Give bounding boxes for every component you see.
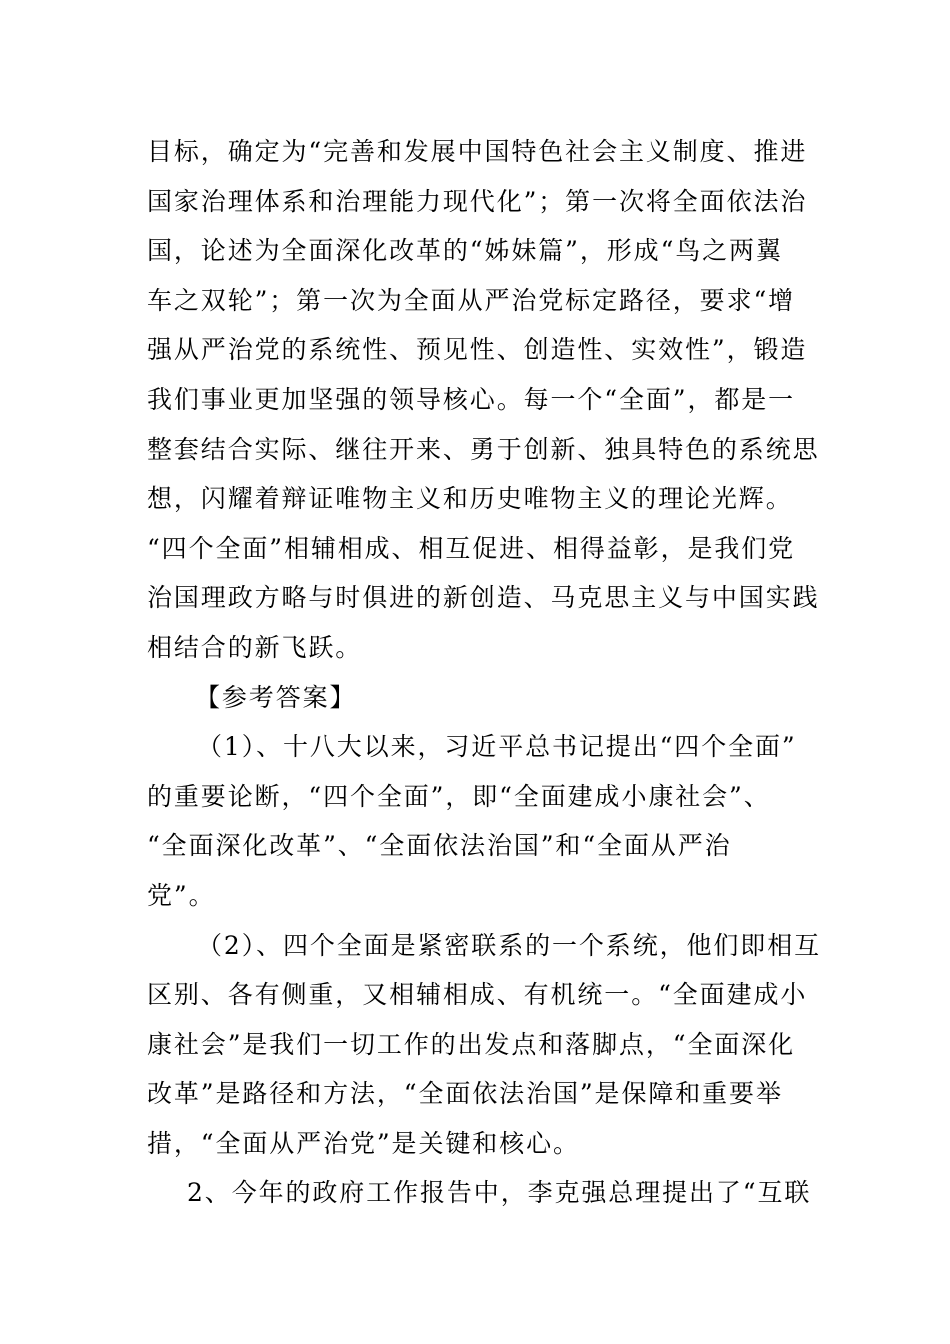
text-line: 强从严治党的系统性、预见性、创造性、实效性”，锻造: [147, 335, 808, 365]
text-line: 车之双轮”；第一次为全面从严治党标定路径，要求“增: [147, 285, 796, 315]
answer-item-2-line: （2）、四个全面是紧密联系的一个系统，他们即相互: [197, 930, 822, 960]
text-line: 目标，确定为“完善和发展中国特色社会主义制度、推进: [147, 137, 808, 166]
answer-heading: 【参考答案】: [195, 682, 357, 712]
answer-item-2-line: 康社会”是我们一切工作的出发点和落脚点，“全面深化: [147, 1029, 796, 1059]
answer-item-1-line: 的重要论断，“四个全面”，即“全面建成小康社会”、: [147, 781, 771, 811]
answer-item-2-line: 改革”是路径和方法，“全面依法治国”是保障和重要举: [147, 1079, 783, 1109]
text-line: 相结合的新飞跃。: [147, 632, 363, 662]
answer-item-2-line: 区别、各有侧重，又相辅相成、有机统一。“全面建成小: [147, 980, 808, 1010]
answer-item-1-line: 党”。: [147, 880, 216, 910]
text-line: “四个全面”相辅相成、相互促进、相得益彰，是我们党: [147, 533, 796, 563]
answer-item-1-line: “全面深化改革”、“全面依法治国”和“全面从严治: [147, 831, 732, 861]
text-line: 国，论述为全面深化改革的“姊妹篇”，形成“鸟之两翼: [147, 236, 783, 266]
answer-item-1-line: （1）、十八大以来，习近平总书记提出“四个全面”: [197, 732, 797, 762]
answer-item-2-line: 措，“全面从严治党”是关键和核心。: [147, 1128, 580, 1158]
question-2-line: 2、今年的政府工作报告中，李克强总理提出了“互联: [187, 1178, 812, 1208]
text-line: 国家治理体系和治理能力现代化”；第一次将全面依法治: [147, 186, 808, 216]
text-line: 想，闪耀着辩证唯物主义和历史唯物主义的理论光辉。: [147, 484, 793, 514]
document-body-text: [147, 127, 822, 1218]
text-line: 我们事业更加坚强的领导核心。每一个“全面”，都是一: [147, 384, 796, 414]
text-line: 治国理政方略与时俱进的新创造、马克思主义与中国实践: [147, 583, 820, 613]
text-line: 整套结合实际、继往开来、勇于创新、独具特色的系统思: [147, 434, 820, 464]
